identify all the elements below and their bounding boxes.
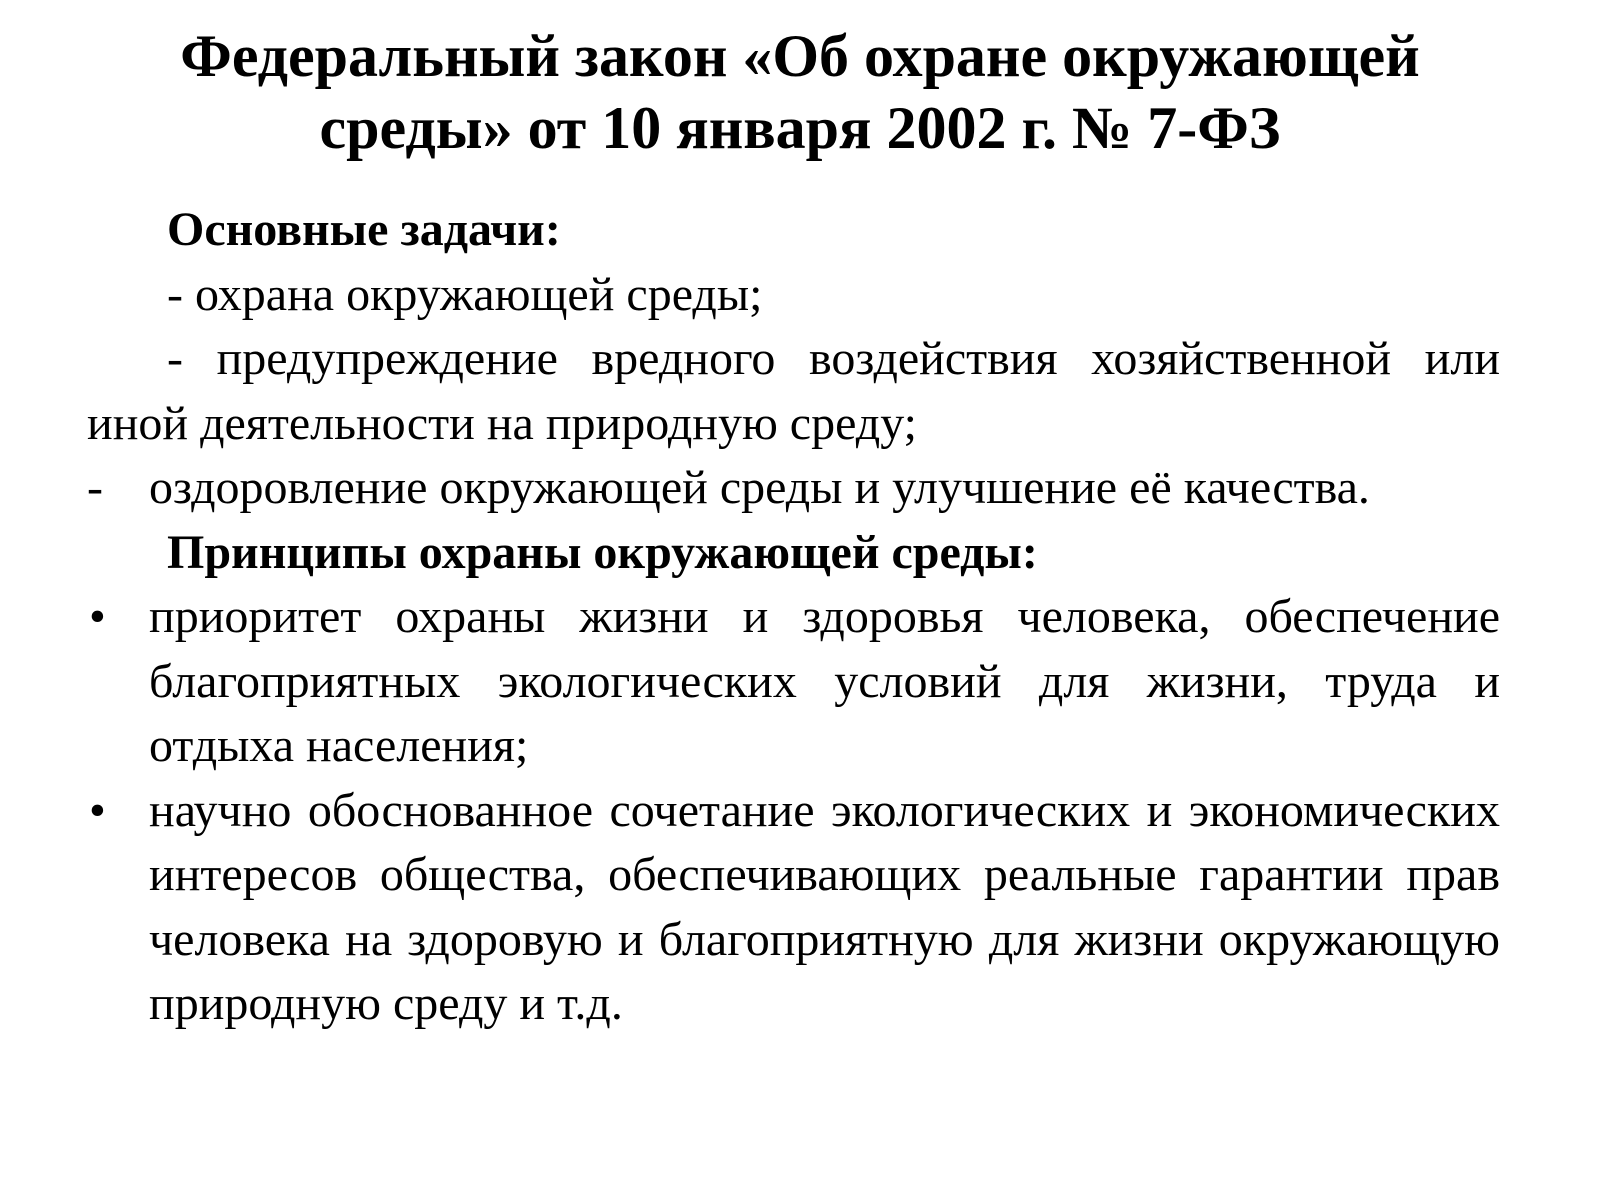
page-title xyxy=(90,20,1510,164)
document-body xyxy=(87,198,1500,1037)
principle-item-1 xyxy=(87,585,1500,779)
title-line-2: среды» от 10 января 2002 г. № 7-ФЗ xyxy=(319,95,1281,161)
title-line-1: Федеральный закон «Об охране окружающей xyxy=(180,23,1420,89)
tasks-heading: Основные задачи: xyxy=(167,203,561,256)
task-item-1: - охрана окружающей среды; xyxy=(167,267,763,321)
bullet-icon: • xyxy=(89,590,106,643)
principles-heading: Принципы охраны окружающей среды: xyxy=(167,525,1038,579)
bullet-icon: • xyxy=(89,783,106,837)
principle-item-1-text: приоритет охраны жизни и здоровья человека, обеспечение благоприятных экологических условий для жизни, труда и отдыха населения; xyxy=(149,590,1500,772)
task-item-3 xyxy=(87,456,1500,521)
task-item-3-text: оздоровление окружающей среды и улучшение её качества. xyxy=(149,461,1370,514)
task-item-2: - предупреждение вредного воздействия хозяйственной или иной деятельности на природную среду; xyxy=(87,332,1500,450)
dash-marker: - xyxy=(87,461,103,514)
principle-item-2 xyxy=(87,779,1500,1037)
principle-item-2-text: научно обоснованное сочетание экологических и экономических интересов общества, обеспечивающих реальные гарантии прав человека на здоровую и благоприятную для жизни окружающую природную среду и т.д. xyxy=(149,783,1500,1030)
